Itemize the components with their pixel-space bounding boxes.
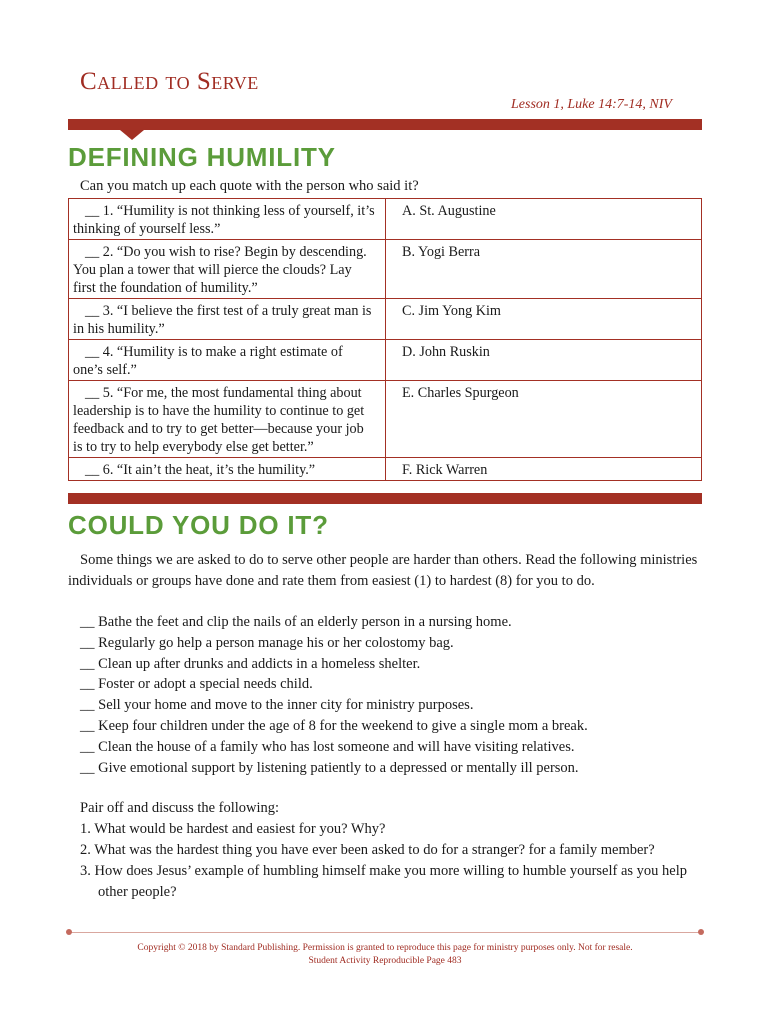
quote-line: __ 6. “It ain’t the heat, it’s the humility.”: [85, 462, 316, 478]
quote-cell: [69, 340, 386, 381]
quote-matching-table: [68, 198, 702, 481]
discussion-prompts: [80, 798, 700, 903]
list-item: __ Regularly go help a person manage his or her colostomy bag.: [80, 634, 454, 651]
lesson-reference: Lesson 1, Luke 14:7-14, NIV: [511, 97, 672, 112]
quote-cell: [69, 458, 386, 481]
page-footer: [68, 942, 702, 968]
quote-line: __ 4. “Humility is to make a right estimate of: [85, 344, 343, 360]
footer-rule-left-dot: [66, 929, 72, 935]
list-item: __ Give emotional support by listening patiently to a depressed or mentally ill person.: [80, 759, 579, 776]
list-item: __ Clean up after drunks and addicts in a homeless shelter.: [80, 655, 421, 672]
table-row: [69, 381, 702, 458]
quote-line: thinking of yourself less.”: [73, 221, 221, 237]
table-row: [69, 340, 702, 381]
quote-line: first the foundation of humility.”: [73, 280, 258, 296]
quote-line: __ 5. “For me, the most fundamental thing about: [85, 385, 362, 401]
series-title: Called to Serve: [80, 68, 259, 95]
quote-line: is to try to help everybody else get better.”: [73, 439, 314, 455]
section-heading-could-you-do-it: COULD YOU DO IT?: [68, 510, 329, 540]
footer-rule-right-dot: [698, 929, 704, 935]
list-item: __ Sell your home and move to the inner city for ministry purposes.: [80, 697, 474, 714]
quote-line: You plan a tower that will pierce the clouds? Lay: [73, 262, 352, 278]
quote-cell: [69, 299, 386, 340]
discussion-question: 1. What would be hardest and easiest for you? Why?: [80, 821, 386, 837]
quote-line: __ 3. “I believe the first test of a truly great man is: [85, 303, 372, 319]
answer-cell: B. Yogi Berra: [386, 240, 702, 299]
list-item: __ Clean the house of a family who has lost someone and will have visiting relatives.: [80, 738, 575, 755]
section-heading-defining-humility: DEFINING HUMILITY: [68, 142, 336, 172]
answer-cell: D. John Ruskin: [386, 340, 702, 381]
answer-cell: F. Rick Warren: [386, 458, 702, 481]
ministry-rating-list: [80, 612, 588, 778]
section-divider-bar: [68, 493, 702, 504]
answer-cell: C. Jim Yong Kim: [386, 299, 702, 340]
quote-line: in his humility.”: [73, 321, 165, 337]
list-item: __ Foster or adopt a special needs child.: [80, 676, 313, 693]
table-row: [69, 299, 702, 340]
rating-instructions: [68, 550, 708, 592]
page-number-label: Student Activity Reproducible Page 483: [308, 956, 462, 966]
answer-cell: E. Charles Spurgeon: [386, 381, 702, 458]
quote-line: __ 2. “Do you wish to rise? Begin by descending.: [85, 244, 367, 260]
matching-instructions: Can you match up each quote with the person who said it?: [80, 178, 419, 194]
copyright-notice: Copyright © 2018 by Standard Publishing. Permission is granted to reproduce this page for ministry purposes only. Not for resale.: [137, 943, 633, 953]
quote-cell: [69, 199, 386, 240]
list-item: __ Keep four children under the age of 8 for the weekend to give a single mom a break.: [80, 717, 588, 734]
header-divider-bar: [68, 119, 702, 130]
rating-instructions-line-1: Some things we are asked to do to serve other people are harder than others. Read the following ministries: [80, 552, 698, 568]
quote-cell: [69, 381, 386, 458]
quote-line: leadership is to have the humility to continue to get: [73, 403, 365, 419]
quote-line: __ 1. “Humility is not thinking less of yourself, it’s: [85, 203, 375, 219]
answer-cell: A. St. Augustine: [386, 199, 702, 240]
table-row: [69, 458, 702, 481]
discussion-intro: Pair off and discuss the following:: [80, 800, 280, 816]
list-item: __ Bathe the feet and clip the nails of an elderly person in a nursing home.: [80, 614, 512, 630]
quote-line: feedback and to try to get better—because your job: [73, 421, 364, 437]
table-row: [69, 199, 702, 240]
discussion-question: 3. How does Jesus’ example of humbling himself make you more willing to humble yourself as you help other people?: [80, 863, 688, 900]
rating-instructions-line-2: individuals or groups have done and rate them from easiest (1) to hardest (8) for you to do.: [68, 573, 595, 589]
quote-line: one’s self.”: [73, 362, 137, 378]
footer-rule: [68, 932, 702, 933]
quote-cell: [69, 240, 386, 299]
table-row: [69, 240, 702, 299]
header-divider-notch: [120, 130, 144, 140]
discussion-question: 2. What was the hardest thing you have ever been asked to do for a stranger? for a family member?: [80, 842, 655, 858]
